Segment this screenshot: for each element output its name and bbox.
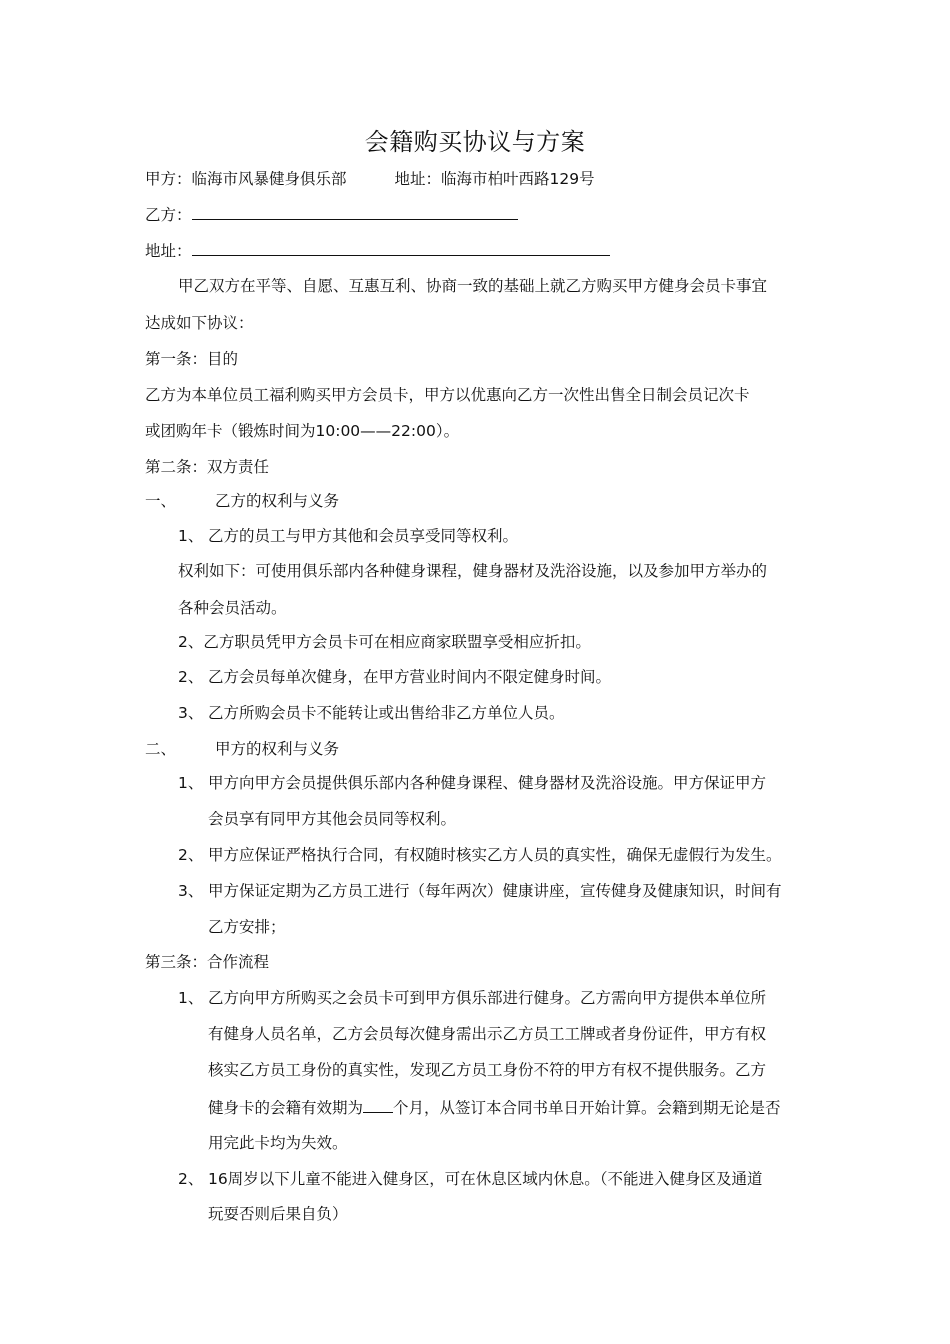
validity-months-blank[interactable]: [363, 1096, 393, 1113]
party-b-line: [145, 203, 518, 226]
section-1-heading: [145, 490, 339, 512]
section-2-heading: [145, 738, 339, 760]
party-a-line: [145, 168, 595, 190]
article-1-line-1: 乙方为本单位员工福利购买甲方会员卡，甲方以优惠向乙方一次性出售全日制会员记次卡: [145, 386, 750, 404]
section-1-title: 乙方的权利与义务: [215, 492, 340, 510]
party-b-address-blank[interactable]: [192, 239, 610, 256]
party-b-address-label: 地址：: [145, 242, 192, 260]
list-item: 2、 甲方应保证严格执行合同，有权随时核实乙方人员的真实性，确保无虚假行为发生。: [178, 846, 782, 864]
list-item: 核实乙方员工身份的真实性，发现乙方员工身份不符的甲方有权不提供服务。乙方: [208, 1061, 767, 1079]
list-item: 玩耍否则后果自负）: [208, 1205, 348, 1223]
section-2-number: 二、: [145, 740, 177, 758]
list-item: 1、 乙方的员工与甲方其他和会员享受同等权利。: [178, 527, 519, 545]
party-b-address-line: [145, 239, 610, 262]
party-b-label: 乙方：: [145, 206, 192, 224]
list-item: 有健身人员名单，乙方会员每次健身需出示乙方员工工牌或者身份证件，甲方有权: [208, 1025, 767, 1043]
list-item: 2、 乙方会员每单次健身，在甲方营业时间内不限定健身时间。: [178, 668, 612, 686]
intro-line-2: 达成如下协议：: [145, 314, 254, 332]
list-item: 1、 乙方向甲方所购买之会员卡可到甲方俱乐部进行健身。乙方需向甲方提供本单位所: [178, 989, 767, 1007]
list-item: 权利如下：可使用俱乐部内各种健身课程，健身器材及洗浴设施，以及参加甲方举办的: [178, 562, 768, 580]
list-item: 3、 乙方所购会员卡不能转让或出售给非乙方单位人员。: [178, 704, 565, 722]
section-1-number: 一、: [145, 492, 177, 510]
party-a-name: 甲方：临海市风暴健身俱乐部: [145, 170, 347, 188]
article-2-heading: 第二条：双方责任: [145, 458, 270, 476]
party-b-blank[interactable]: [192, 203, 518, 220]
list-item: 各种会员活动。: [178, 599, 287, 617]
list-item: 会员享有同甲方其他会员同等权利。: [208, 810, 457, 828]
list-item: 1、 甲方向甲方会员提供俱乐部内各种健身课程、健身器材及洗浴设施。甲方保证甲方: [178, 774, 767, 792]
list-item: 2、乙方职员凭甲方会员卡可在相应商家联盟享受相应折扣。: [178, 633, 591, 651]
list-item: 2、 16周岁以下儿童不能进入健身区，可在休息区域内休息。（不能进入健身区及通道: [178, 1170, 763, 1188]
intro-line-1: 甲乙双方在平等、自愿、互惠互利、协商一致的基础上就乙方购买甲方健身会员卡事宜: [178, 277, 768, 295]
article-1-line-2: 或团购年卡（锻炼时间为10:00——22:00）。: [145, 422, 460, 440]
article-1-heading: 第一条：目的: [145, 350, 239, 368]
document-title: 会籍购买协议与方案: [364, 128, 586, 156]
list-item: 乙方安排；: [208, 918, 286, 936]
article-3-heading: 第三条：合作流程: [145, 953, 270, 971]
section-2-title: 甲方的权利与义务: [215, 740, 340, 758]
list-item: 健身卡的会籍有效期为 个月，从签订本合同书单日开始计算。会籍到期无论是否: [208, 1096, 781, 1119]
party-a-address: 地址：临海市柏叶西路129号: [394, 170, 595, 188]
list-item: 3、 甲方保证定期为乙方员工进行（每年两次）健康讲座，宣传健身及健康知识，时间有: [178, 882, 782, 900]
list-item: 用完此卡均为失效。: [208, 1134, 348, 1152]
